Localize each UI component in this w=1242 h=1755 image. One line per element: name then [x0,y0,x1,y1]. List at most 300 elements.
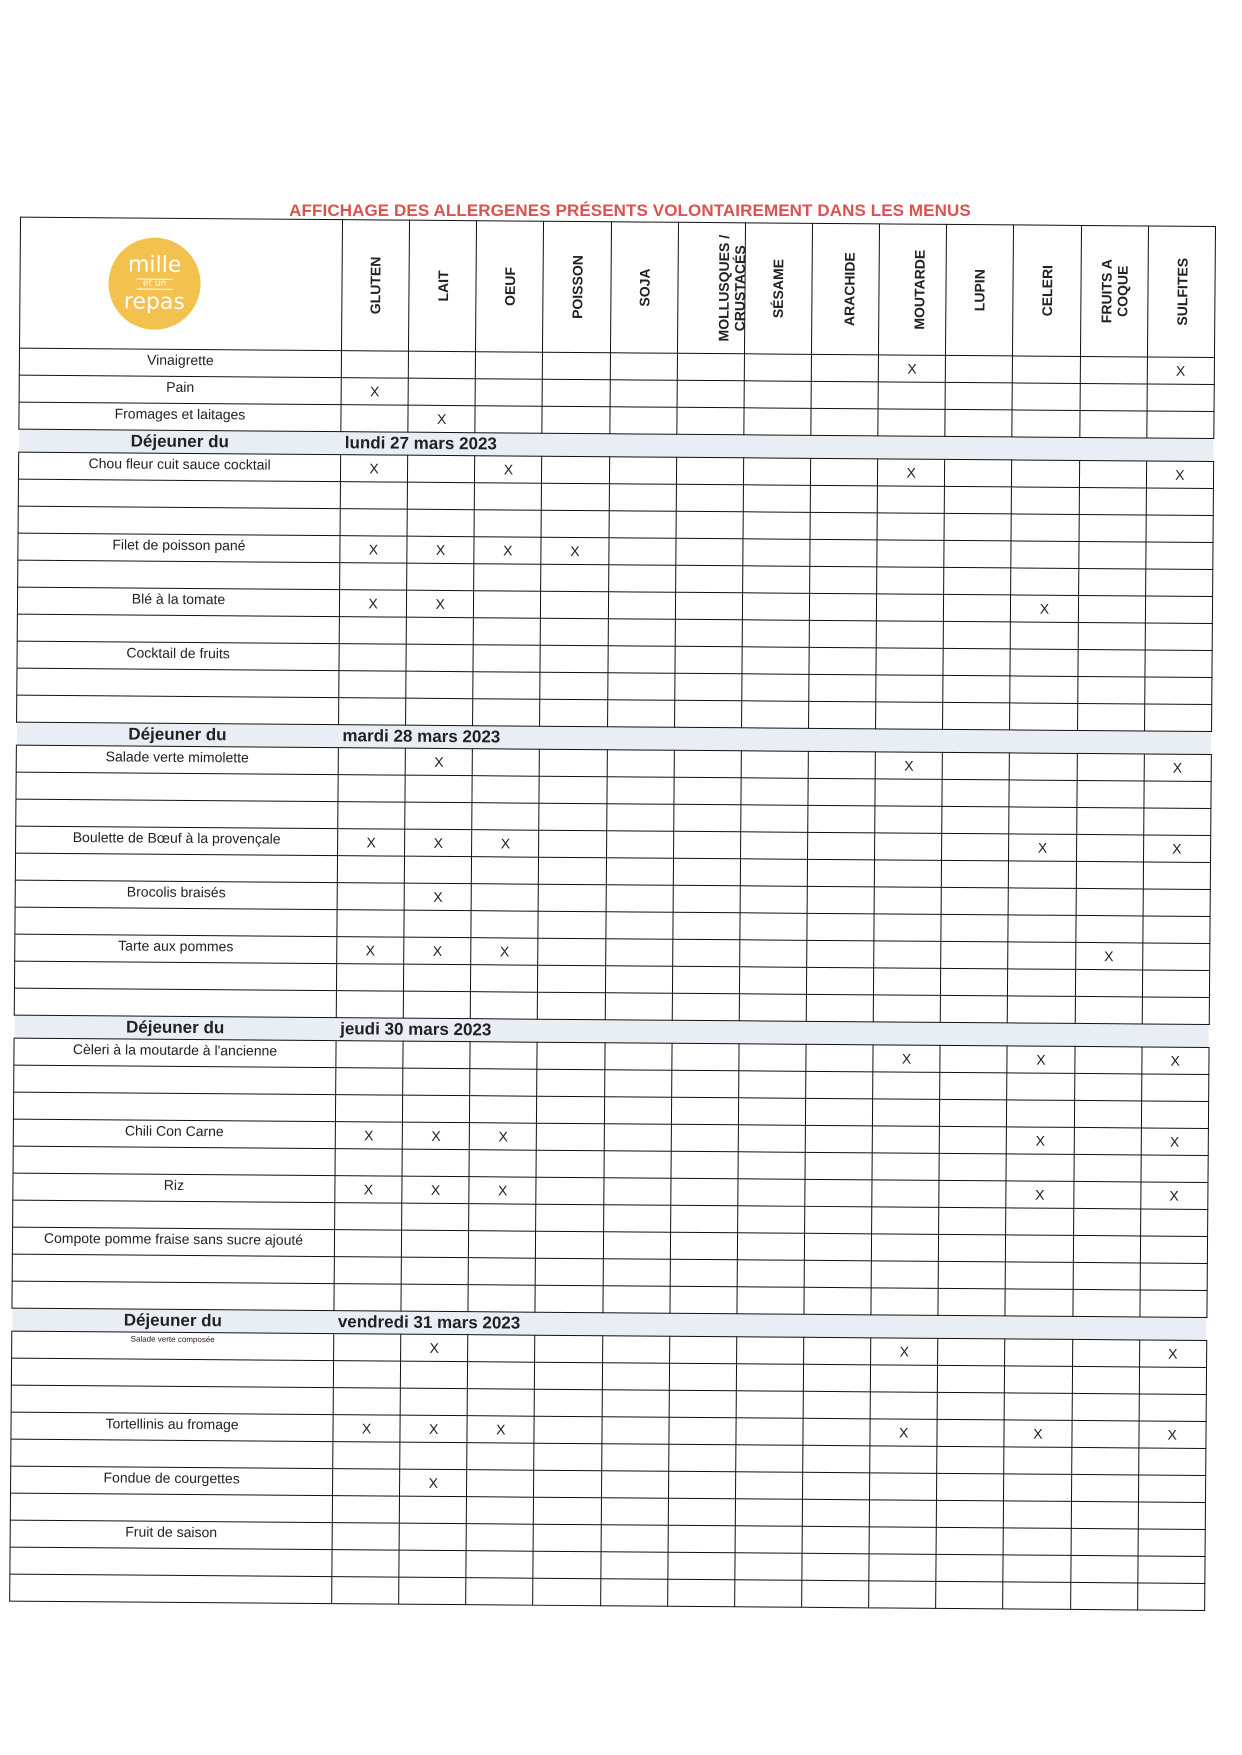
dish-name [16,799,338,829]
allergen-cell [737,1233,804,1261]
allergen-cell [869,1581,936,1609]
allergen-mark: X [369,460,379,477]
allergen-cell [1146,461,1213,489]
dish-name [18,479,340,509]
allergen-cell [942,752,1009,780]
allergen-cell [810,566,877,594]
dish-name [12,1281,334,1311]
allergen-cell [669,1363,736,1391]
allergen-header [476,221,544,353]
allergen-cell [942,860,1009,888]
allergen-cell [1011,541,1078,569]
allergen-label: SULFITES [1173,257,1191,326]
allergen-cell [1145,596,1212,624]
allergen-cell [540,645,607,673]
dish-name: Pain [19,375,341,405]
allergen-cell [940,1072,1007,1100]
allergen-cell [609,457,676,485]
allergen-cell [742,620,809,648]
dish-name [10,1547,332,1577]
allergen-cell [603,1205,670,1233]
allergen-cell [1139,1367,1206,1395]
allergen-cell [1007,1100,1074,1128]
allergen-cell [407,563,474,591]
allergen-cell [943,702,1010,730]
allergen-cell [1078,541,1145,569]
allergen-cell [1145,569,1212,597]
allergen-cell [1005,1289,1072,1317]
allergen-cell [1078,622,1145,650]
dish-name [10,1493,332,1523]
allergen-cell [672,1043,739,1071]
allergen-cell [475,456,542,484]
allergen-cell [740,940,807,968]
allergen-cell [405,802,472,830]
allergen-cell [408,405,475,433]
allergen-cell [533,1578,600,1606]
allergen-cell [1008,969,1075,997]
allergen-cell [1073,1235,1140,1263]
allergen-cell [1004,1420,1071,1448]
allergen-cell [943,675,1010,703]
allergen-cell [603,1232,670,1260]
allergen-header [879,224,947,356]
allergen-cell [805,1125,872,1153]
allergen-cell [609,511,676,539]
allergen-cell [536,1204,603,1232]
allergen-cell [1137,1583,1204,1611]
allergen-cell [938,1261,1005,1289]
allergen-cell [735,1499,802,1527]
allergen-cell [1079,514,1146,542]
allergen-cell [1140,1236,1207,1264]
allergen-cell [538,965,605,993]
allergen-mark: X [498,1128,508,1145]
allergen-cell [736,1364,803,1392]
allergen-cell [1144,677,1211,705]
allergen-header [543,221,611,353]
allergen-cell [804,1287,871,1315]
allergen-cell [876,648,943,676]
allergen-cell [743,458,810,486]
allergen-cell [473,699,540,727]
allergen-cell [1073,1181,1140,1209]
allergen-cell [1011,622,1078,650]
allergen-cell [335,1176,402,1204]
dish-name [12,1254,334,1284]
allergen-cell [673,804,740,832]
allergen-cell [606,804,673,832]
allergen-cell [338,748,405,776]
allergen-cell [535,1285,602,1313]
allergen-cell [669,1417,736,1445]
allergen-cell [408,351,475,379]
dish-name [11,1358,333,1388]
allergen-mark: X [1170,1052,1180,1069]
allergen-cell [337,937,404,965]
allergen-cell [943,621,1010,649]
allergen-cell [1080,356,1147,384]
allergen-cell [334,1257,401,1285]
allergen-cell [604,1151,671,1179]
allergen-cell [403,1068,470,1096]
allergen-cell [675,619,742,647]
allergen-cell [607,700,674,728]
allergen-cell [675,592,742,620]
allergen-cell [874,941,941,969]
allergen-cell [674,700,741,728]
allergen-cell [1011,595,1078,623]
allergen-cell [1145,623,1212,651]
allergen-cell [1072,1339,1139,1367]
allergen-cell [467,1416,534,1444]
allergen-cell [605,993,672,1021]
dish-name [13,1092,335,1122]
allergen-cell [674,777,741,805]
allergen-cell [1141,1155,1208,1183]
allergen-cell [1004,1447,1071,1475]
allergen-cell [541,591,608,619]
allergen-cell [946,355,1013,383]
allergen-cell [1074,1073,1141,1101]
allergen-header [1080,225,1148,357]
allergen-cell [1007,1073,1074,1101]
allergen-cell [875,752,942,780]
allergen-cell [1010,753,1077,781]
allergen-cell [404,937,471,965]
allergen-cell [878,459,945,487]
allergen-header [946,224,1014,356]
allergen-cell [809,620,876,648]
allergen-cell [811,381,878,409]
allergen-cell [399,1577,466,1605]
allergen-mark: X [363,1181,374,1198]
allergen-cell [1008,915,1075,943]
allergen-cell [467,1389,534,1417]
allergen-cell [1144,704,1211,732]
allergen-cell [736,1418,803,1446]
allergen-cell [400,1361,467,1389]
allergen-cell [869,1554,936,1582]
allergen-cell [937,1500,1004,1528]
allergen-cell [741,701,808,729]
allergen-cell [1147,411,1214,439]
allergen-cell [1073,1208,1140,1236]
allergen-cell [1076,861,1143,889]
allergen-cell [469,1150,536,1178]
allergen-cell [1143,808,1210,836]
allergen-cell [338,775,405,803]
allergen-cell [608,538,675,566]
day-label: Déjeuner du [16,722,338,748]
allergen-sheet [9,217,1215,1611]
allergen-cell [601,1525,668,1553]
dish-name: Cèleri à la moutarde à l'ancienne [14,1038,336,1068]
allergen-cell [873,1072,940,1100]
allergen-cell [1142,1047,1209,1075]
allergen-cell [468,1362,535,1390]
dish-name [13,1200,335,1230]
dish-name [17,695,339,725]
allergen-cell [1139,1340,1206,1368]
allergen-cell [604,1097,671,1125]
allergen-cell [606,858,673,886]
allergen-label: LAIT [434,270,451,302]
dish-name [18,506,340,536]
allergen-cell [873,995,940,1023]
dish-name [17,668,339,698]
dish-name: Fondue de courgettes [11,1466,333,1496]
allergen-header [1147,226,1215,358]
allergen-mark: X [498,1182,508,1199]
allergen-cell [938,1338,1005,1366]
allergen-cell [804,1337,871,1365]
allergen-cell [670,1286,737,1314]
allergen-cell [1011,568,1078,596]
allergen-cell [873,1045,940,1073]
allergen-cell [677,380,744,408]
allergen-cell [805,1179,872,1207]
allergen-cell [399,1496,466,1524]
allergen-cell [543,352,610,380]
allergen-cell [1079,460,1146,488]
allergen-label: MOUTARDE [911,249,928,330]
allergen-cell [1077,676,1144,704]
allergen-cell [1071,1528,1138,1556]
allergen-cell [811,408,878,436]
allergen-cell [537,1096,604,1124]
allergen-cell [536,1258,603,1286]
allergen-cell [1004,1501,1071,1529]
allergen-cell [739,967,806,995]
logo-text: repas [123,288,185,315]
allergen-cell [1010,676,1077,704]
allergen-mark: X [1168,1345,1178,1362]
allergen-cell [603,1259,670,1287]
allergen-cell [807,913,874,941]
allergen-cell [406,671,473,699]
allergen-cell [336,991,403,1019]
allergen-cell [1075,915,1142,943]
allergen-cell [803,1364,870,1392]
allergen-cell [802,1580,869,1608]
allergen-cell [871,1288,938,1316]
allergen-cell [472,749,539,777]
allergen-cell [604,1124,671,1152]
allergen-cell [1138,1502,1205,1530]
allergen-cell [399,1523,466,1551]
allergen-cell [670,1205,737,1233]
allergen-cell [944,594,1011,622]
allergen-cell [1009,834,1076,862]
allergen-cell [335,1095,402,1123]
dish-name [18,560,340,590]
allergen-cell [802,1472,869,1500]
allergen-cell [339,617,406,645]
allergen-cell [735,1472,802,1500]
allergen-cell [737,1260,804,1288]
allergen-cell [1012,383,1079,411]
allergen-mark: X [435,541,446,558]
allergen-cell [467,1443,534,1471]
allergen-cell [940,1099,1007,1127]
day-date: mardi 28 mars 2023 [338,725,1211,755]
allergen-cell [1142,997,1209,1025]
allergen-cell [736,1445,803,1473]
allergen-cell [807,832,874,860]
allergen-mark: X [1104,948,1114,965]
allergen-cell [1078,595,1145,623]
allergen-label: COQUE [1113,265,1131,318]
allergen-cell [945,382,1012,410]
allergen-cell [467,1470,534,1498]
allergen-cell [1006,1181,1073,1209]
allergen-mark: X [1167,1426,1177,1443]
allergen-cell [466,1524,533,1552]
allergen-cell [809,674,876,702]
dish-name [11,1385,333,1415]
allergen-cell [738,1152,805,1180]
allergen-cell [1071,1501,1138,1529]
allergen-cell [739,1044,806,1072]
allergen-cell [401,1257,468,1285]
allergen-cell [1143,835,1210,863]
allergen-cell [538,992,605,1020]
allergen-cell [738,1179,805,1207]
allergen-cell [803,1391,870,1419]
allergen-cell [872,1207,939,1235]
allergen-cell [870,1473,937,1501]
allergen-cell [872,1153,939,1181]
allergen-cell [1074,1127,1141,1155]
allergen-cell [937,1392,1004,1420]
allergen-cell [941,995,1008,1023]
allergen-cell [667,1579,734,1607]
allergen-cell [1076,834,1143,862]
allergen-cell [869,1527,936,1555]
allergen-cell [735,1526,802,1554]
allergen-cell [539,884,606,912]
allergen-cell [673,858,740,886]
allergen-cell [1070,1555,1137,1583]
allergen-cell [672,993,739,1021]
allergen-mark: X [1037,839,1048,856]
allergen-cell [873,1099,940,1127]
allergen-header [341,220,409,352]
allergen-cell [1072,1393,1139,1421]
allergen-label: CELERI [1038,264,1056,317]
allergen-mark: X [368,541,379,558]
allergen-cell [676,484,743,512]
allergen-cell [1141,1101,1208,1129]
allergen-cell [541,510,608,538]
allergen-cell [536,1177,603,1205]
allergen-cell [1071,1474,1138,1502]
allergen-cell [871,1261,938,1289]
allergen-cell [871,1234,938,1262]
allergen-cell [1138,1448,1205,1476]
dish-name: Cocktail de fruits [17,641,339,671]
allergen-cell [332,1523,399,1551]
allergen-cell [608,646,675,674]
allergen-mark: X [428,1420,439,1437]
allergen-cell [670,1232,737,1260]
allergen-cell [468,1285,535,1313]
dish-name: Fromages et laitages [19,402,341,432]
allergen-label: CRUSTACÉS [731,245,748,332]
dish-name [14,1065,336,1095]
allergen-cell [601,1417,668,1445]
allergen-cell [1147,384,1214,412]
allergen-cell [742,593,809,621]
allergen-cell [740,832,807,860]
allergen-mark: X [361,1420,372,1437]
allergen-cell [474,564,541,592]
allergen-cell [407,482,474,510]
dish-name: Salade verte composée [12,1331,334,1361]
allergen-cell [333,1361,400,1389]
allergen-mark: X [1172,840,1182,857]
dish-name: Fruit de saison [10,1520,332,1550]
allergen-cell [338,829,405,857]
allergen-cell [939,1153,1006,1181]
dish-name: Chili Con Carne [13,1119,335,1149]
allergen-cell [334,1230,401,1258]
allergen-cell [404,964,471,992]
allergen-cell [609,484,676,512]
allergen-cell [806,1071,873,1099]
allergen-cell [404,883,471,911]
allergen-cell [402,1176,469,1204]
allergen-cell [609,407,676,435]
dish-name: Brocolis braisés [15,880,337,910]
allergen-cell [671,1070,738,1098]
allergen-cell [1006,1262,1073,1290]
allergen-cell [1006,1154,1073,1182]
allergen-cell [675,646,742,674]
allergen-label: MOLLUSQUES / [715,234,732,342]
allergen-cell [1075,969,1142,997]
allergen-cell [539,803,606,831]
allergen-cell [602,1363,669,1391]
allergen-mark: X [433,834,444,851]
allergen-cell [936,1581,1003,1609]
dish-name: Chou fleur cuit sauce cocktail [18,452,340,482]
allergen-cell [1008,888,1075,916]
allergen-cell [1013,356,1080,384]
allergen-cell [471,938,538,966]
allergen-cell [400,1442,467,1470]
allergen-cell [535,1335,602,1363]
allergen-cell [670,1178,737,1206]
allergen-cell [877,513,944,541]
allergen-cell [1144,781,1211,809]
allergen-mark: X [429,1339,440,1356]
day-label: Déjeuner du [14,1015,336,1041]
allergen-mark: X [364,1127,374,1144]
allergen-cell [810,539,877,567]
allergen-cell [332,1577,399,1605]
allergen-cell [1003,1555,1070,1583]
allergen-cell [605,939,672,967]
allergen-cell [470,1069,537,1097]
allergen-cell [803,1445,870,1473]
allergen-cell [466,1578,533,1606]
allergen-cell [407,590,474,618]
allergen-cell [875,806,942,834]
allergen-cell [944,567,1011,595]
allergen-cell [402,1203,469,1231]
